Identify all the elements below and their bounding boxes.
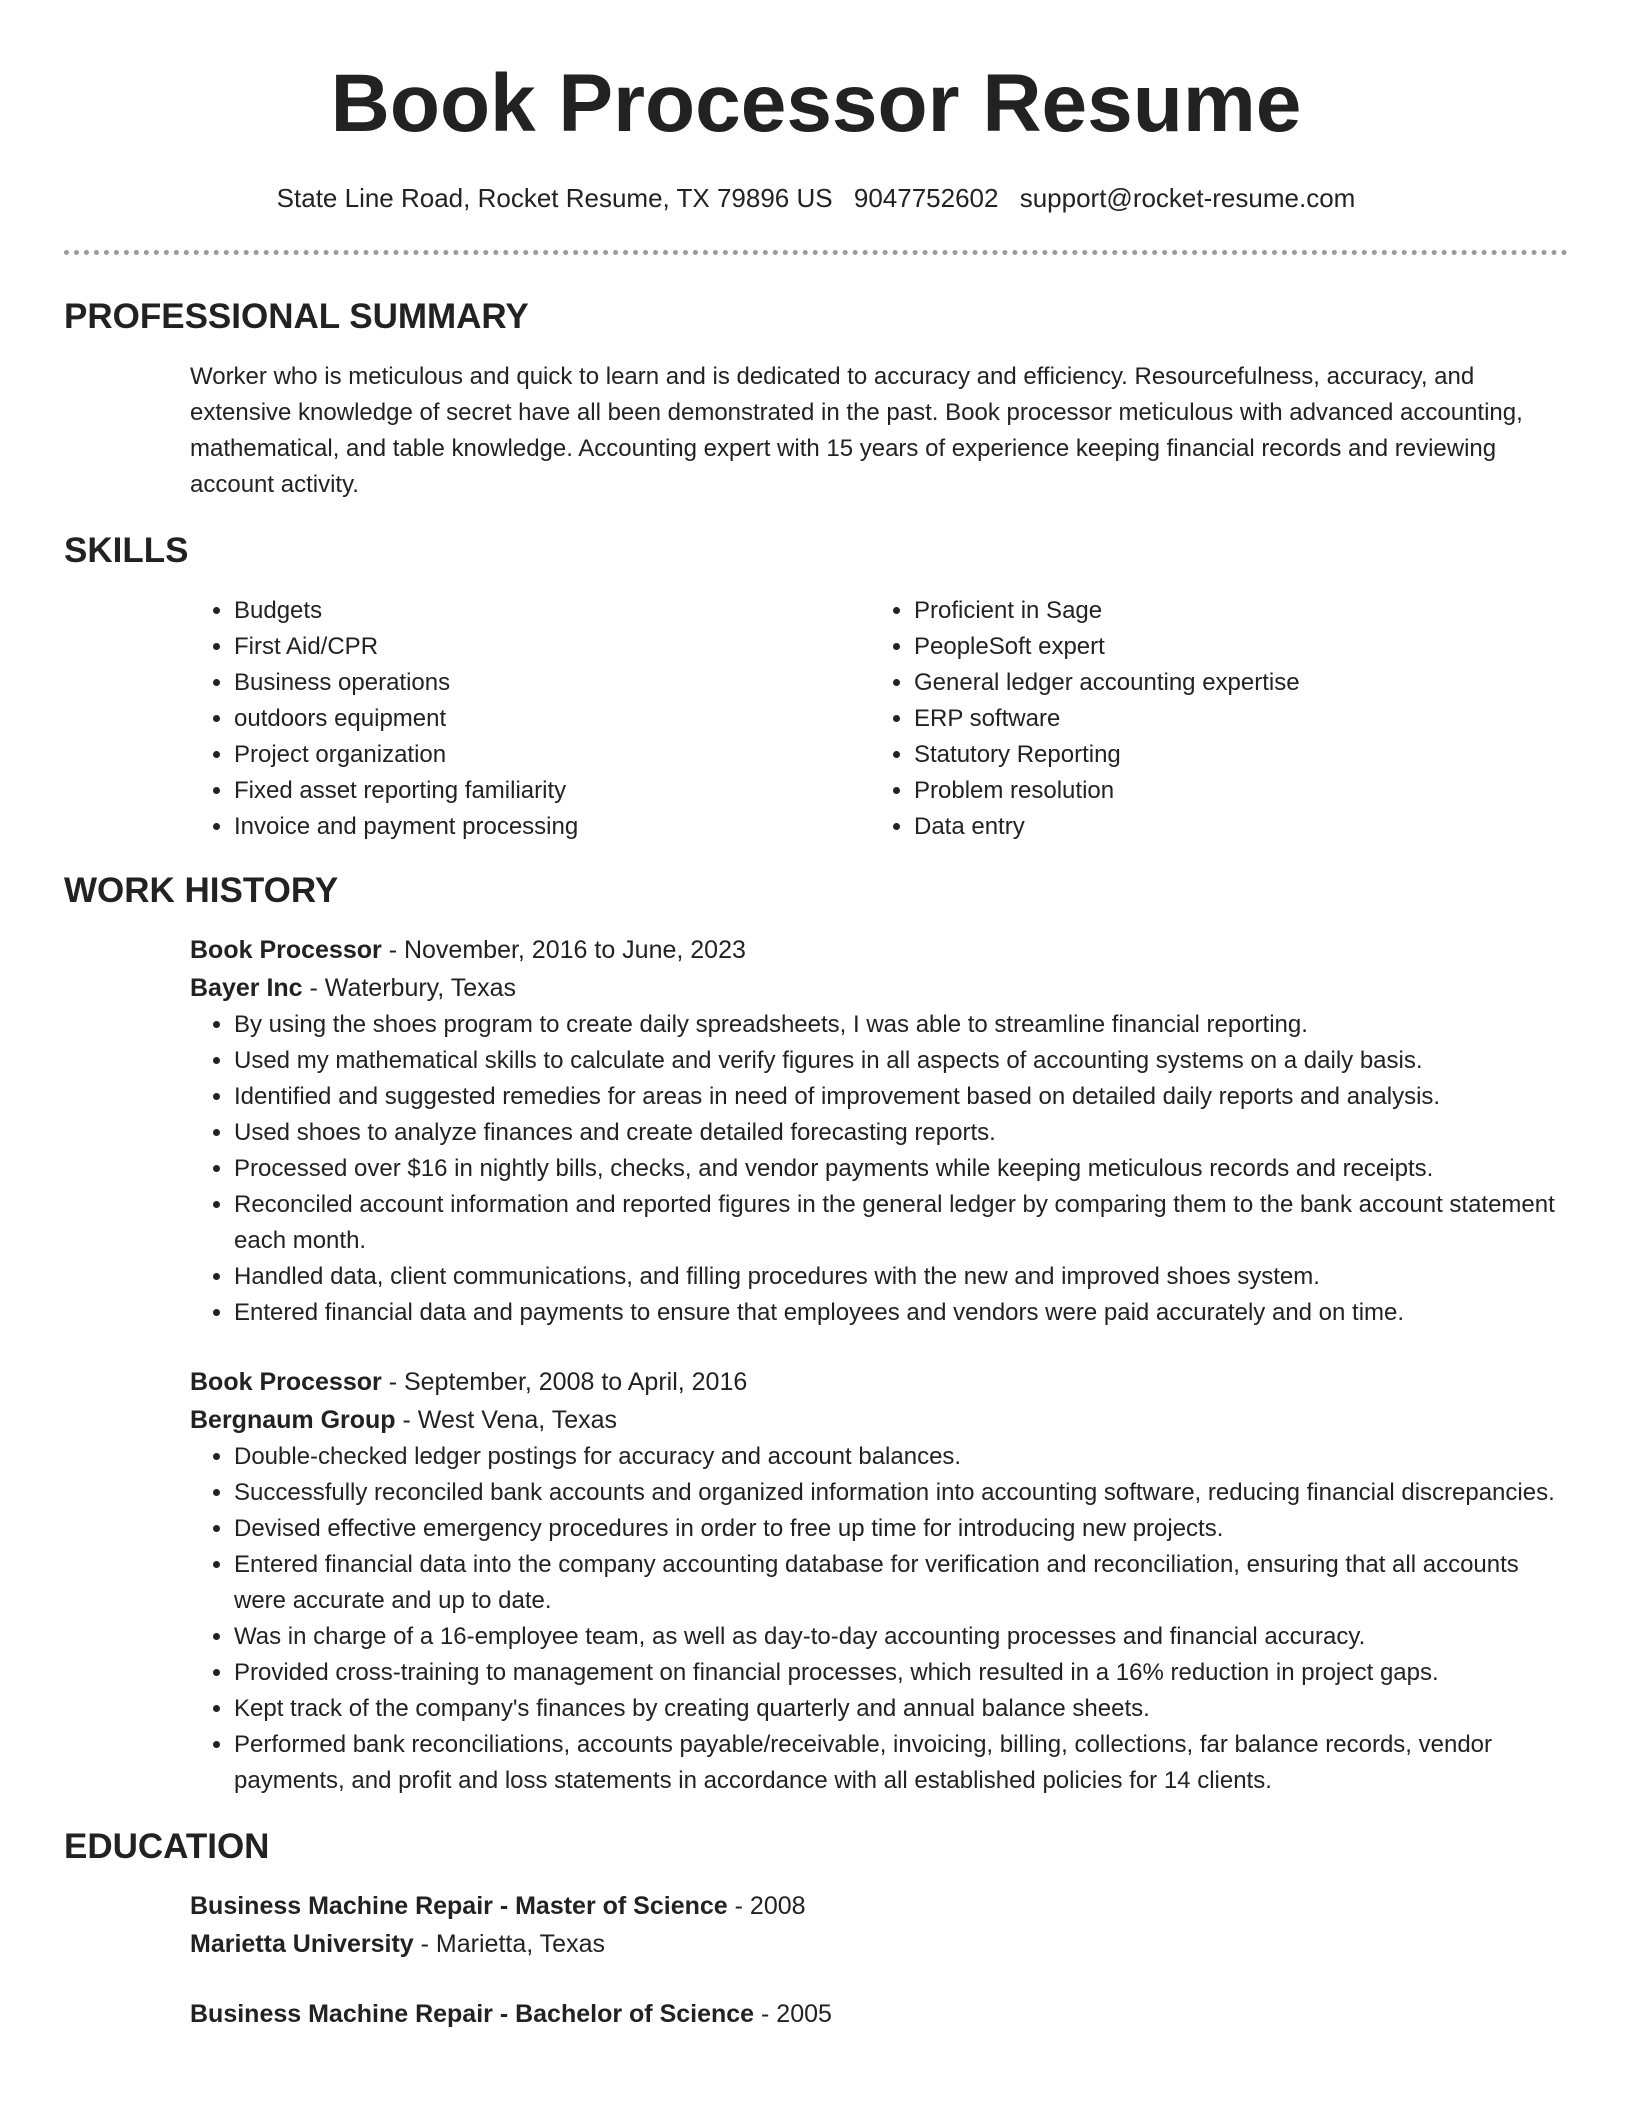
skill-item: • Data entry (914, 809, 1550, 845)
job-bullet: • Identified and suggested remedies for areas in need of improvement based on detailed daily reports and analysis. (234, 1079, 1568, 1115)
job-bullet: • Provided cross-training to management on financial processes, which resulted in a 16% reduction in project gaps. (234, 1655, 1568, 1691)
skill-item: • Proficient in Sage (914, 593, 1550, 629)
job-company: Bergnaum Group (190, 1406, 396, 1434)
job-dates: - September, 2008 to April, 2016 (388, 1368, 748, 1396)
skills-columns (190, 593, 1568, 845)
contact-phone: 9047752602 (853, 183, 999, 213)
contact-email: support@rocket-resume.com (1019, 183, 1356, 213)
job-company-line (190, 969, 1568, 1007)
education-year: - 2005 (761, 2000, 832, 2028)
skills-list-left (190, 593, 870, 845)
job-bullet: • Successfully reconciled bank accounts and organized information into accounting software, reducing financial discrepancies. (234, 1475, 1568, 1511)
education-degree: Business Machine Repair - Bachelor of Science (190, 2000, 755, 2028)
skills-section (64, 529, 1568, 845)
education-location: - Marietta, Texas (420, 1930, 605, 1958)
skill-item: • Statutory Reporting (914, 737, 1550, 773)
job-bullets (190, 1439, 1568, 1799)
skills-heading: SKILLS (64, 531, 189, 570)
job-bullet: • Handled data, client communications, and filling procedures with the new and improved shoes system. (234, 1259, 1568, 1295)
job-title: Book Processor (190, 1368, 382, 1396)
job-bullet: • Was in charge of a 16-employee team, as well as day-to-day accounting processes and financial accuracy. (234, 1619, 1568, 1655)
job-company-line (190, 1401, 1568, 1439)
job-dates: - November, 2016 to June, 2023 (388, 936, 746, 964)
job-bullet: • Double-checked ledger postings for accuracy and account balances. (234, 1439, 1568, 1475)
summary-heading: PROFESSIONAL SUMMARY (64, 297, 529, 336)
education-school: Marietta University (190, 1930, 414, 1958)
contact-line (64, 180, 1568, 216)
job-bullets (190, 1007, 1568, 1331)
skill-item: • Fixed asset reporting familiarity (234, 773, 870, 809)
job-title: Book Processor (190, 936, 382, 964)
job-bullet: • Performed bank reconciliations, accounts payable/receivable, invoicing, billing, collections, far balance records, vendor payments, and profit and loss statements in accordance with all established policies for 14 clients. (234, 1727, 1568, 1799)
skill-item: • First Aid/CPR (234, 629, 870, 665)
skills-list-right (870, 593, 1550, 845)
education-year: - 2008 (734, 1892, 806, 1920)
job-entry (190, 931, 1568, 1331)
job-bullet: • Kept track of the company's finances by creating quarterly and annual balance sheets. (234, 1691, 1568, 1727)
summary-text: Worker who is meticulous and quick to learn and is dedicated to accuracy and efficiency. Resourcefulness, accuracy, and extensive knowledge of secret have all been demonstrated in the past. Book processor meticulous with advanced accounting, mathematical, and table knowledge. Accounting expert with 15 years of experience keeping financial records and reviewing account activity. (190, 363, 1523, 498)
resume-title: Book Processor Resume (330, 58, 1302, 149)
skill-item: • Problem resolution (914, 773, 1550, 809)
contact-address: State Line Road, Rocket Resume, TX 79896 US (276, 183, 833, 213)
skill-item: • Project organization (234, 737, 870, 773)
education-degree-line (190, 1887, 1568, 1925)
education-entry (190, 1887, 1568, 1963)
job-bullet: • Processed over $16 in nightly bills, checks, and vendor payments while keeping meticulous records and receipts. (234, 1151, 1568, 1187)
education-school-line (190, 1925, 1568, 1963)
job-bullet: • Used my mathematical skills to calculate and verify figures in all aspects of accounting systems on a daily basis. (234, 1043, 1568, 1079)
summary-section (64, 295, 1568, 503)
job-bullet: • Used shoes to analyze finances and create detailed forecasting reports. (234, 1115, 1568, 1151)
skill-item: • Invoice and payment processing (234, 809, 870, 845)
education-entry (190, 1995, 1568, 2033)
job-company: Bayer Inc (190, 974, 303, 1002)
job-bullet: • Entered financial data and payments to ensure that employees and vendors were paid accurately and on time. (234, 1295, 1568, 1331)
education-degree: Business Machine Repair - Master of Science (190, 1892, 728, 1920)
skill-item: • outdoors equipment (234, 701, 870, 737)
job-title-line (190, 931, 1568, 969)
header-divider (64, 250, 1568, 255)
job-entry (190, 1363, 1568, 1799)
education-heading: EDUCATION (64, 1827, 270, 1866)
job-location: - Waterbury, Texas (309, 974, 517, 1002)
work-heading: WORK HISTORY (64, 871, 339, 910)
skill-item: • Budgets (234, 593, 870, 629)
skill-item: • Business operations (234, 665, 870, 701)
education-degree-line (190, 1995, 1568, 2033)
job-location: - West Vena, Texas (402, 1406, 617, 1434)
job-title-line (190, 1363, 1568, 1401)
job-bullet: • By using the shoes program to create daily spreadsheets, I was able to streamline financial reporting. (234, 1007, 1568, 1043)
skill-item: • PeopleSoft expert (914, 629, 1550, 665)
job-bullet: • Reconciled account information and reported figures in the general ledger by comparing them to the bank account statement each month. (234, 1187, 1568, 1259)
work-section (64, 869, 1568, 1799)
job-bullet: • Devised effective emergency procedures in order to free up time for introducing new projects. (234, 1511, 1568, 1547)
education-section (64, 1825, 1568, 2033)
skill-item: • General ledger accounting expertise (914, 665, 1550, 701)
job-bullet: • Entered financial data into the company accounting database for verification and reconciliation, ensuring that all accounts were accurate and up to date. (234, 1547, 1568, 1619)
skill-item: • ERP software (914, 701, 1550, 737)
